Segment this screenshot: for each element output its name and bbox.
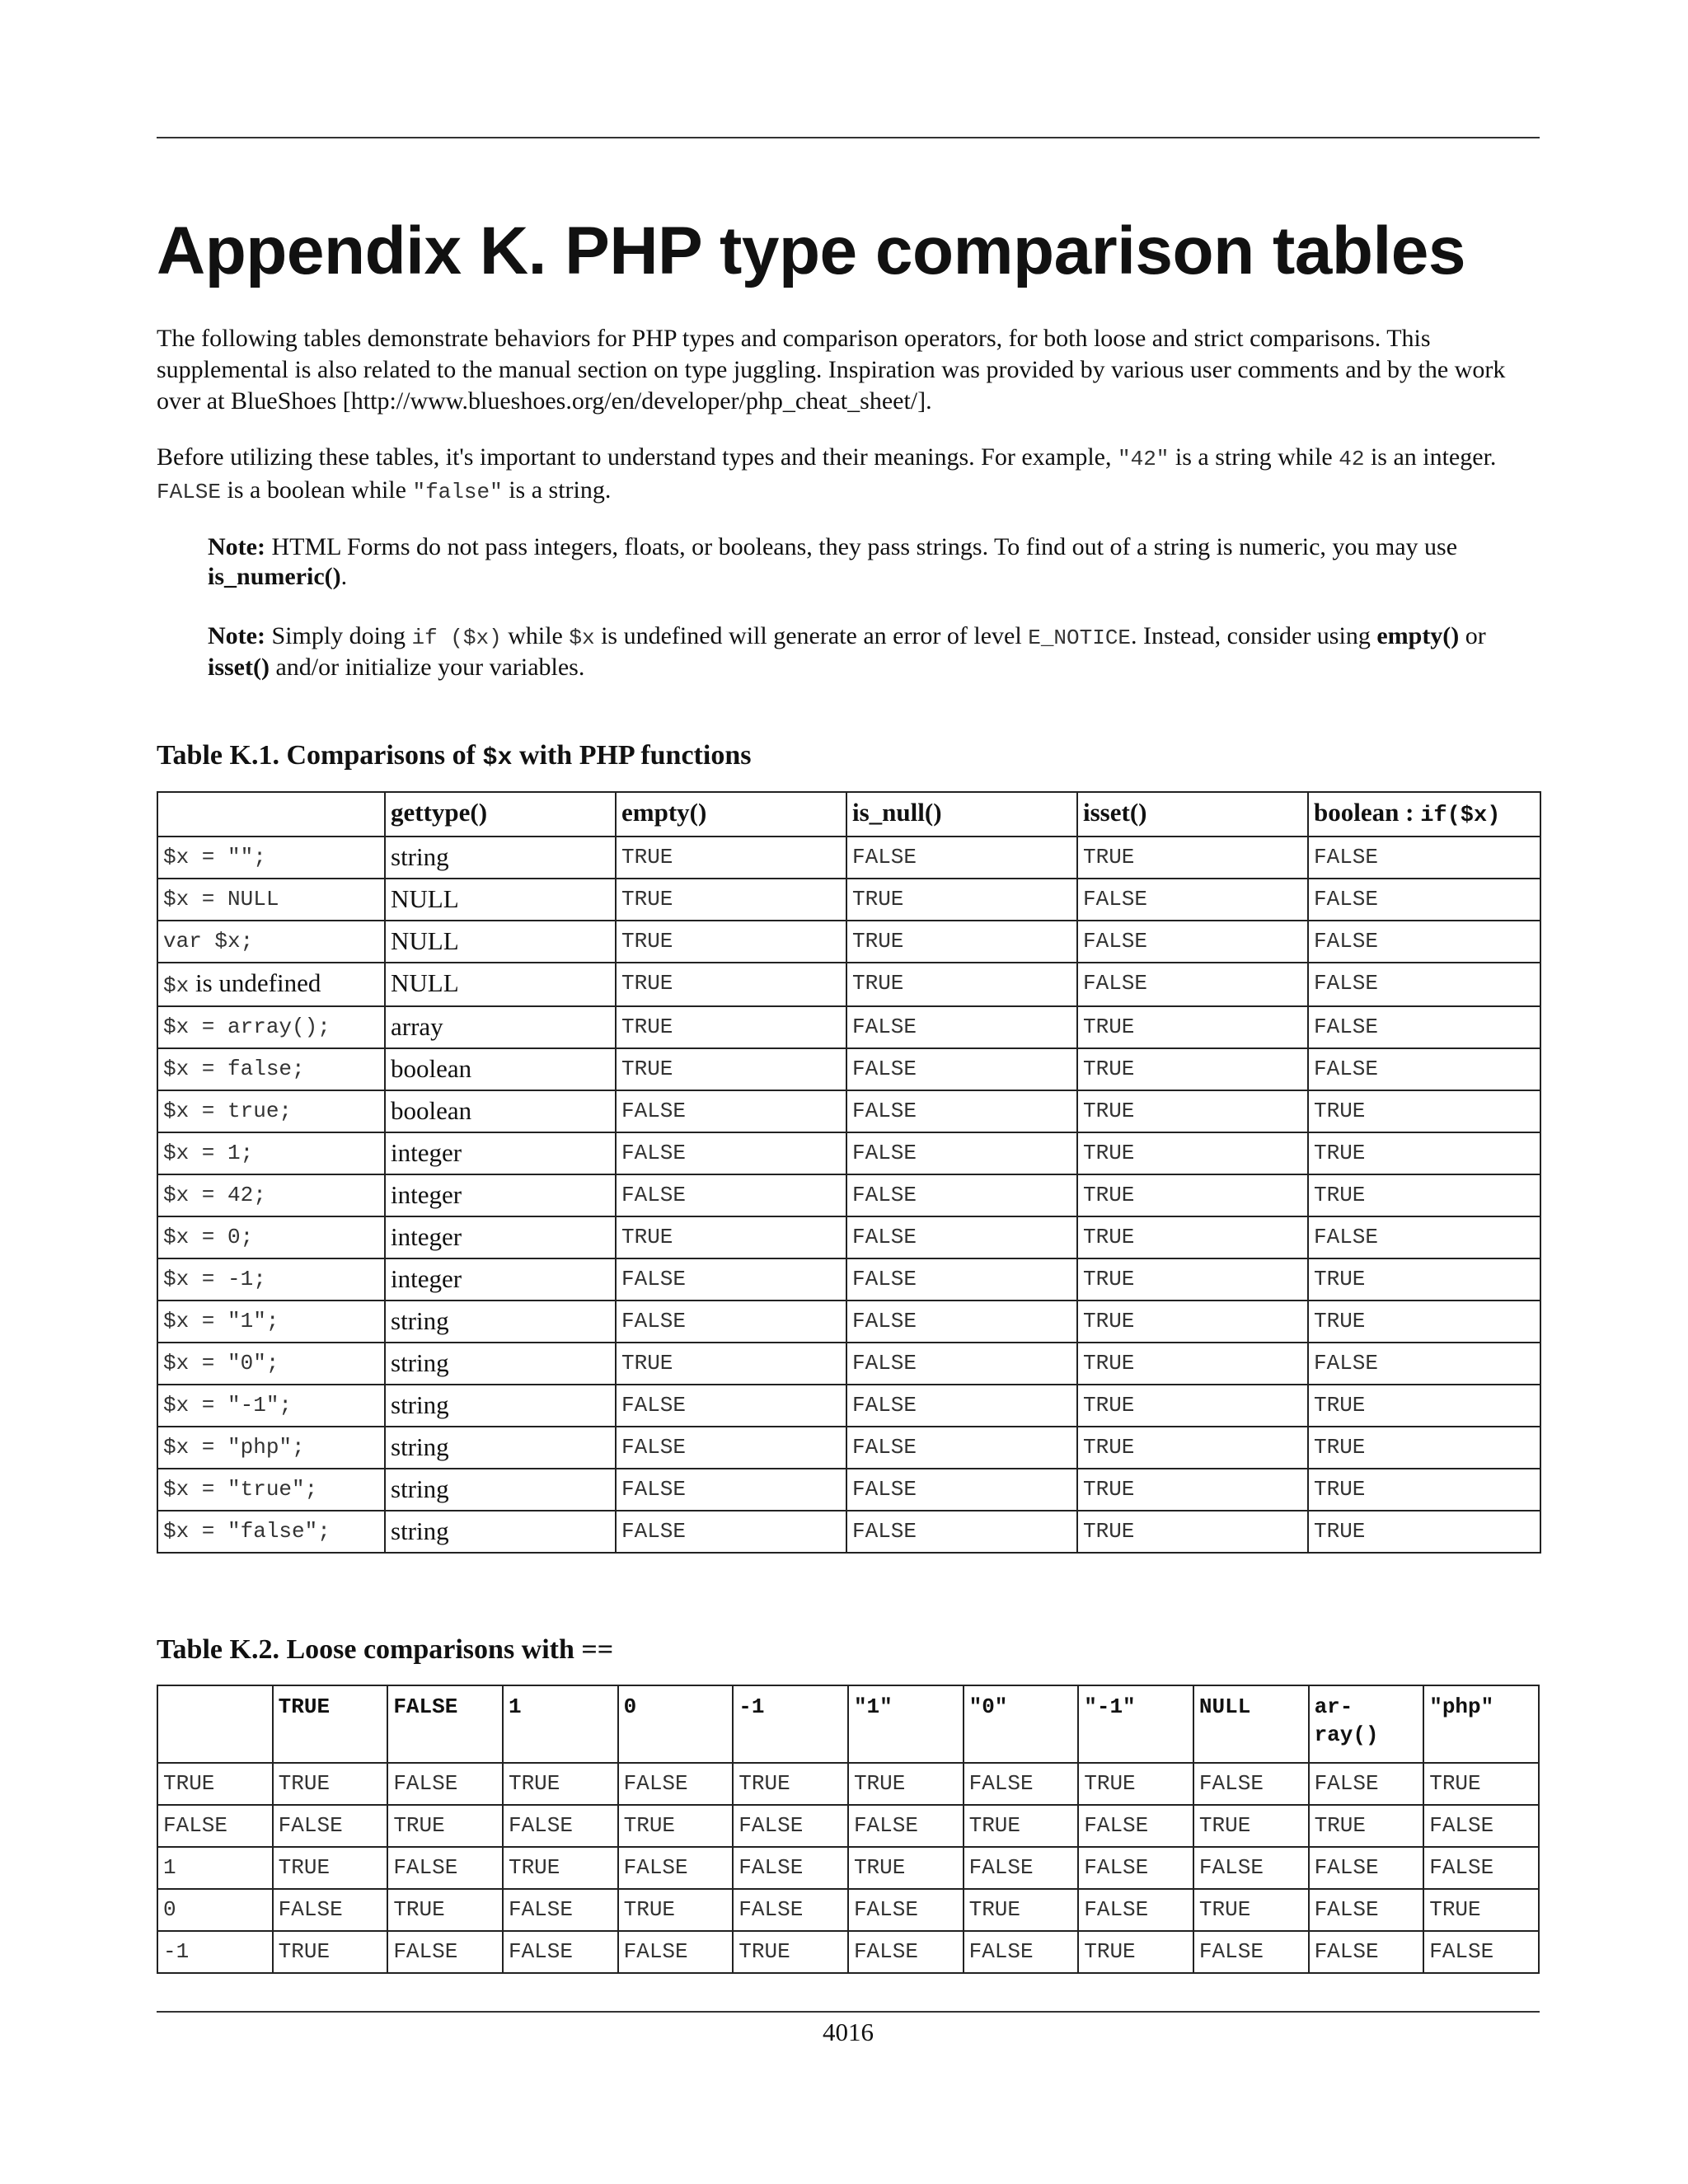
table-row (157, 1258, 1540, 1301)
table-cell: FALSE (846, 1469, 1077, 1511)
table-cell: TRUE (616, 1006, 846, 1048)
table-cell: 0 (157, 1889, 273, 1931)
table-cell: TRUE (964, 1805, 1079, 1847)
column-header-label: gettype() (391, 798, 488, 827)
table-cell: FALSE (1193, 1931, 1309, 1973)
table-cell: TRUE (616, 1343, 846, 1385)
table-cell: TRUE (1077, 837, 1308, 879)
table-row (157, 1090, 1540, 1132)
column-header: "-1" (1078, 1685, 1193, 1763)
table-cell: TRUE (1193, 1805, 1309, 1847)
table-cell: FALSE (733, 1805, 848, 1847)
column-header: NULL (1193, 1685, 1309, 1763)
table-cell: FALSE (846, 1258, 1077, 1301)
table-cell: FALSE (1077, 963, 1308, 1006)
table-row (157, 1385, 1540, 1427)
column-header: "1" (848, 1685, 964, 1763)
table2-caption: Table K.2. Loose comparisons with == (157, 1634, 614, 1665)
table-cell: FALSE (1308, 1343, 1540, 1385)
table-cell: TRUE (157, 1763, 273, 1805)
table-cell: TRUE (1077, 1258, 1308, 1301)
table-cell: $x = "1"; (157, 1301, 385, 1343)
table-cell: FALSE (616, 1090, 846, 1132)
table-cell: TRUE (503, 1763, 618, 1805)
table-row (157, 1931, 1539, 1973)
table-cell: -1 (157, 1931, 273, 1973)
column-header: -1 (733, 1685, 848, 1763)
table-cell: string (385, 837, 616, 879)
table-cell: FALSE (273, 1889, 388, 1931)
column-header: 1 (503, 1685, 618, 1763)
table-cell: FALSE (733, 1847, 848, 1889)
table-cell: TRUE (1308, 1090, 1540, 1132)
table-cell: $x = NULL (157, 879, 385, 921)
table-cell: FALSE (848, 1889, 964, 1931)
table-cell: FALSE (1309, 1763, 1424, 1805)
table-cell: string (385, 1469, 616, 1511)
table-row (157, 1427, 1540, 1469)
table-row (157, 1805, 1539, 1847)
column-header (616, 792, 846, 837)
table-cell: $x = 42; (157, 1174, 385, 1216)
table-row (157, 1216, 1540, 1258)
table-cell: TRUE (1077, 1048, 1308, 1090)
table-cell: TRUE (1308, 1132, 1540, 1174)
table-cell: FALSE (733, 1889, 848, 1931)
table-cell: TRUE (616, 1216, 846, 1258)
table-cell: TRUE (1423, 1889, 1539, 1931)
table-cell: FALSE (846, 1427, 1077, 1469)
table-cell: FALSE (1078, 1847, 1193, 1889)
table-cell: FALSE (616, 1469, 846, 1511)
table-cell: boolean (385, 1090, 616, 1132)
table-cell: FALSE (618, 1763, 734, 1805)
table-cell: TRUE (733, 1763, 848, 1805)
table-cell: TRUE (1077, 1343, 1308, 1385)
table-cell: TRUE (1077, 1427, 1308, 1469)
table-cell: TRUE (1308, 1258, 1540, 1301)
table-cell: TRUE (846, 879, 1077, 921)
table-cell: TRUE (387, 1805, 503, 1847)
table-row (157, 1132, 1540, 1174)
table-cell: FALSE (1077, 879, 1308, 921)
table-cell: string (385, 1301, 616, 1343)
column-header-label: boolean : (1314, 798, 1421, 827)
table-cell: FALSE (387, 1847, 503, 1889)
table-cell: $x = 1; (157, 1132, 385, 1174)
table-cell: TRUE (616, 921, 846, 963)
table-cell: FALSE (616, 1132, 846, 1174)
table-cell: NULL (385, 921, 616, 963)
table-cell: integer (385, 1174, 616, 1216)
table-cell: TRUE (1077, 1216, 1308, 1258)
table-cell: TRUE (1308, 1469, 1540, 1511)
table-cell: FALSE (503, 1889, 618, 1931)
table-cell: TRUE (1077, 1385, 1308, 1427)
table-cell: TRUE (273, 1931, 388, 1973)
table-cell: FALSE (846, 1216, 1077, 1258)
table-cell: FALSE (846, 837, 1077, 879)
table-cell: TRUE (1193, 1889, 1309, 1931)
table-cell: TRUE (848, 1763, 964, 1805)
table-cell: TRUE (1423, 1763, 1539, 1805)
table-cell: string (385, 1343, 616, 1385)
table-cell: FALSE (1423, 1931, 1539, 1973)
table-cell: var $x; (157, 921, 385, 963)
table-row (157, 1763, 1539, 1805)
table-cell: FALSE (964, 1931, 1079, 1973)
table-cell: boolean (385, 1048, 616, 1090)
column-header: "php" (1423, 1685, 1539, 1763)
table-cell: TRUE (273, 1847, 388, 1889)
table-cell: FALSE (1077, 921, 1308, 963)
table-cell: array (385, 1006, 616, 1048)
table-cell: FALSE (1308, 879, 1540, 921)
table-cell: TRUE (1077, 1469, 1308, 1511)
table-cell: FALSE (616, 1174, 846, 1216)
table-cell: FALSE (846, 1132, 1077, 1174)
column-header-label: empty() (621, 798, 707, 827)
column-header (385, 792, 616, 837)
table-cell: $x = ""; (157, 837, 385, 879)
table-cell: integer (385, 1132, 616, 1174)
table-cell: FALSE (846, 1301, 1077, 1343)
column-header: TRUE (273, 1685, 388, 1763)
column-header: 0 (618, 1685, 734, 1763)
table-cell: string (385, 1511, 616, 1553)
table-row (157, 1301, 1540, 1343)
table-cell: FALSE (1309, 1847, 1424, 1889)
table-cell: FALSE (964, 1763, 1079, 1805)
column-header (1308, 792, 1540, 837)
footer-rule (157, 2011, 1540, 2013)
header-rule (157, 137, 1540, 138)
table-cell: FALSE (846, 1090, 1077, 1132)
table-row (157, 1174, 1540, 1216)
table-cell: TRUE (616, 963, 846, 1006)
table-cell: FALSE (1193, 1763, 1309, 1805)
table-row (157, 1847, 1539, 1889)
table-cell: FALSE (618, 1931, 734, 1973)
table-cell: FALSE (616, 1258, 846, 1301)
column-header (846, 792, 1077, 837)
functions-comparison-table (157, 791, 1541, 1554)
table-header-row (157, 792, 1540, 837)
table-cell: FALSE (1423, 1805, 1539, 1847)
table-cell: TRUE (618, 1889, 734, 1931)
table-cell: FALSE (503, 1931, 618, 1973)
table-cell: TRUE (1077, 1511, 1308, 1553)
table-cell: TRUE (616, 837, 846, 879)
table-cell: TRUE (1308, 1427, 1540, 1469)
note-undefined-variable: Note: Simply doing if ($x) while $x is undefined will generate an error of level E_NOTICE. Instead, consider using empty() or isset() and/or initialize your variables. (208, 622, 1486, 681)
table-cell: TRUE (846, 963, 1077, 1006)
table-cell: TRUE (1078, 1763, 1193, 1805)
table-cell (157, 963, 385, 1006)
column-header (157, 1685, 273, 1763)
table-cell: FALSE (1308, 1048, 1540, 1090)
table-cell: FALSE (1193, 1847, 1309, 1889)
table-cell: TRUE (1308, 1174, 1540, 1216)
table-cell: TRUE (616, 879, 846, 921)
table-cell: $x = true; (157, 1090, 385, 1132)
table-cell: FALSE (846, 1174, 1077, 1216)
table-cell: $x = 0; (157, 1216, 385, 1258)
page-number: 4016 (823, 2018, 874, 2046)
table-row (157, 963, 1540, 1006)
table-cell: FALSE (273, 1805, 388, 1847)
table-row (157, 1469, 1540, 1511)
column-header (157, 792, 385, 837)
table-cell: FALSE (616, 1511, 846, 1553)
table-cell: FALSE (618, 1847, 734, 1889)
table-cell: FALSE (616, 1385, 846, 1427)
table-cell: TRUE (1078, 1931, 1193, 1973)
table-cell: FALSE (846, 1385, 1077, 1427)
table-row (157, 1889, 1539, 1931)
table-cell: FALSE (848, 1931, 964, 1973)
column-header-label: isset() (1083, 798, 1147, 827)
types-paragraph: Before utilizing these tables, it's important to understand types and their meanings. For example, "42" is a string while 42 is an integer. FALSE is a boolean while "false" is a string. (157, 443, 1497, 504)
table-row (157, 837, 1540, 879)
table-cell: FALSE (846, 1048, 1077, 1090)
table-cell: $x = -1; (157, 1258, 385, 1301)
column-header-label: is_null() (852, 798, 942, 827)
table-cell: FALSE (616, 1301, 846, 1343)
table-row (157, 1343, 1540, 1385)
table-cell: TRUE (1077, 1301, 1308, 1343)
table-cell: FALSE (387, 1763, 503, 1805)
table-cell: TRUE (1077, 1090, 1308, 1132)
table-row (157, 879, 1540, 921)
table-cell: FALSE (1078, 1889, 1193, 1931)
table-cell: FALSE (1308, 1006, 1540, 1048)
table-cell: FALSE (1308, 837, 1540, 879)
table-cell: FALSE (1308, 963, 1540, 1006)
table1-caption: Table K.1. Comparisons of $x with PHP functions (157, 740, 752, 772)
table-cell: FALSE (1309, 1931, 1424, 1973)
table-cell: FALSE (1423, 1847, 1539, 1889)
table-cell: $x = array(); (157, 1006, 385, 1048)
table-cell: $x = "php"; (157, 1427, 385, 1469)
column-header-code: if($x) (1420, 804, 1501, 828)
table-cell: TRUE (848, 1847, 964, 1889)
table-cell: $x = false; (157, 1048, 385, 1090)
table-cell: string (385, 1427, 616, 1469)
column-header: ar- ray() (1309, 1685, 1424, 1763)
table-cell: $x = "false"; (157, 1511, 385, 1553)
table-row (157, 921, 1540, 963)
note-html-forms: Note: HTML Forms do not pass integers, floats, or booleans, they pass strings. To find out of a string is numeric, you may use is_numeric(). (208, 533, 1458, 590)
table-cell: TRUE (964, 1889, 1079, 1931)
table-row (157, 1006, 1540, 1048)
table-cell: TRUE (1077, 1132, 1308, 1174)
table-cell: FALSE (964, 1847, 1079, 1889)
column-header: "0" (964, 1685, 1079, 1763)
table-cell: TRUE (1308, 1385, 1540, 1427)
page-title: Appendix K. PHP type comparison tables (157, 213, 1465, 288)
table-cell: FALSE (157, 1805, 273, 1847)
table-cell: FALSE (846, 1343, 1077, 1385)
column-header: FALSE (387, 1685, 503, 1763)
table-cell: FALSE (1309, 1889, 1424, 1931)
table-cell: string (385, 1385, 616, 1427)
table-header-row (157, 1685, 1539, 1763)
table-cell: TRUE (846, 921, 1077, 963)
table-cell: FALSE (1308, 1216, 1540, 1258)
table-cell: integer (385, 1216, 616, 1258)
table-cell: TRUE (733, 1931, 848, 1973)
table-cell: TRUE (1308, 1511, 1540, 1553)
table-cell: FALSE (387, 1931, 503, 1973)
cell-text: $x is undefined (163, 968, 321, 998)
table-cell: TRUE (1077, 1174, 1308, 1216)
table-cell: TRUE (1309, 1805, 1424, 1847)
table-cell: 1 (157, 1847, 273, 1889)
table-cell: TRUE (273, 1763, 388, 1805)
table-cell: TRUE (387, 1889, 503, 1931)
table-row (157, 1511, 1540, 1553)
table-cell: TRUE (1308, 1301, 1540, 1343)
table-cell: TRUE (1077, 1006, 1308, 1048)
table-cell: FALSE (846, 1006, 1077, 1048)
table-cell: FALSE (846, 1511, 1077, 1553)
table-cell: TRUE (503, 1847, 618, 1889)
table-cell: $x = "true"; (157, 1469, 385, 1511)
column-header (1077, 792, 1308, 837)
table-cell: $x = "0"; (157, 1343, 385, 1385)
intro-paragraph: The following tables demonstrate behaviors for PHP types and comparison operators, for both loose and strict comparisons. This supplemental is also related to the manual section on type juggling. Inspiration was provided by various user comments and by the work over at BlueShoes [http://www.blueshoes.org/en/developer/php_cheat_sheet/]. (157, 325, 1506, 415)
table-cell: FALSE (503, 1805, 618, 1847)
loose-comparison-table (157, 1685, 1540, 1974)
table-cell: TRUE (618, 1805, 734, 1847)
table-cell: FALSE (848, 1805, 964, 1847)
table-cell: TRUE (616, 1048, 846, 1090)
table-cell: NULL (385, 963, 616, 1006)
table-cell: FALSE (616, 1427, 846, 1469)
table-cell: integer (385, 1258, 616, 1301)
table-cell: FALSE (1308, 921, 1540, 963)
table-cell: NULL (385, 879, 616, 921)
table-cell: $x = "-1"; (157, 1385, 385, 1427)
table-row (157, 1048, 1540, 1090)
table-cell: FALSE (1078, 1805, 1193, 1847)
